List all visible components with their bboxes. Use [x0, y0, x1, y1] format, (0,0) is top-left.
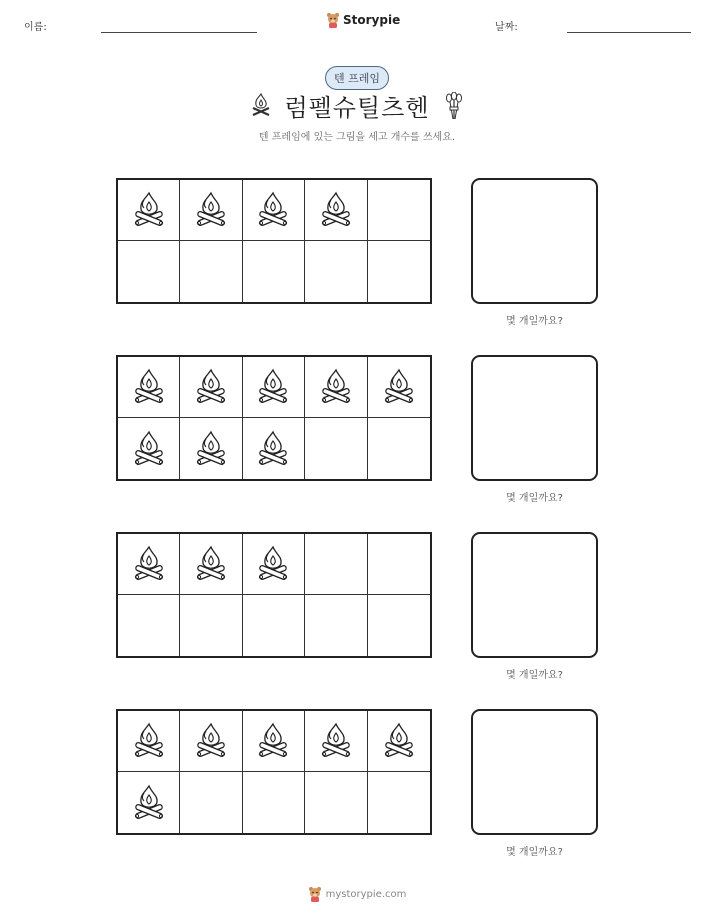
campfire-icon	[194, 429, 228, 469]
question-3: 몇 개일까요?	[506, 670, 563, 681]
ten-frame-4	[116, 709, 432, 835]
answer-box-2[interactable]	[471, 355, 598, 481]
name-label: 이름:	[24, 22, 47, 33]
frame-cell	[243, 772, 305, 833]
campfire-icon	[132, 544, 166, 584]
campfire-icon	[194, 367, 228, 407]
bear-mascot-icon	[326, 12, 340, 28]
campfire-icon	[194, 190, 228, 230]
campfire-icon	[194, 721, 228, 761]
frame-cell	[243, 241, 305, 302]
question-2: 몇 개일까요?	[506, 493, 563, 504]
ten-frame-2	[116, 355, 432, 481]
campfire-icon	[319, 721, 353, 761]
brand-logo	[326, 12, 400, 28]
campfire-icon	[132, 367, 166, 407]
frame-cell	[305, 595, 367, 656]
frame-cell	[243, 595, 305, 656]
campfire-icon	[319, 367, 353, 407]
frame-cell	[305, 418, 367, 479]
campfire-icon	[256, 721, 290, 761]
frame-cell	[118, 241, 180, 302]
frame-cell	[118, 711, 180, 772]
frame-cell	[180, 711, 242, 772]
campfire-icon	[132, 721, 166, 761]
bear-mascot-icon	[308, 886, 322, 902]
frame-cell	[305, 772, 367, 833]
frame-cell	[118, 180, 180, 241]
frame-cell	[243, 357, 305, 418]
campfire-icon	[256, 544, 290, 584]
frame-cell	[243, 418, 305, 479]
question-1: 몇 개일까요?	[506, 316, 563, 327]
campfire-icon	[132, 190, 166, 230]
frame-cell	[118, 595, 180, 656]
frame-cell	[118, 534, 180, 595]
campfire-icon	[256, 190, 290, 230]
instructions: 텐 프레임에 있는 그림을 세고 개수를 쓰세요.	[258, 132, 456, 143]
date-input-line[interactable]	[567, 32, 691, 33]
frame-cell	[180, 772, 242, 833]
frame-cell	[180, 357, 242, 418]
frame-cell	[118, 357, 180, 418]
frame-cell	[368, 357, 430, 418]
frame-cell	[180, 418, 242, 479]
name-input-line[interactable]	[101, 32, 257, 33]
frame-cell	[180, 180, 242, 241]
footer	[0, 886, 714, 902]
brand-name: Storypie	[343, 13, 401, 27]
frame-cell	[368, 711, 430, 772]
frame-cell	[243, 180, 305, 241]
frame-cell	[118, 418, 180, 479]
campfire-icon	[194, 544, 228, 584]
frame-cell	[305, 711, 367, 772]
answer-box-1[interactable]	[471, 178, 598, 304]
frame-cell	[305, 180, 367, 241]
campfire-icon	[382, 721, 416, 761]
answer-box-3[interactable]	[471, 532, 598, 658]
frame-cell	[305, 357, 367, 418]
ten-frame-1	[116, 178, 432, 304]
frame-cell	[118, 772, 180, 833]
frame-cell	[180, 595, 242, 656]
frame-cell	[368, 180, 430, 241]
frame-cell	[305, 534, 367, 595]
campfire-icon	[132, 783, 166, 823]
frame-cell	[243, 711, 305, 772]
wheat-bundle-icon	[443, 92, 465, 120]
campfire-icon	[256, 429, 290, 469]
answer-box-4[interactable]	[471, 709, 598, 835]
frame-cell	[368, 418, 430, 479]
campfire-icon	[319, 190, 353, 230]
footer-url: mystorypie.com	[325, 888, 407, 900]
frame-cell	[368, 772, 430, 833]
frame-cell	[180, 241, 242, 302]
page-title: 럼펠슈틸츠헨	[284, 94, 430, 122]
campfire-icon	[132, 429, 166, 469]
ten-frame-3	[116, 532, 432, 658]
frame-cell	[368, 241, 430, 302]
campfire-icon	[382, 367, 416, 407]
frame-cell	[368, 595, 430, 656]
frame-cell	[243, 534, 305, 595]
frame-cell	[305, 241, 367, 302]
date-label: 날짜:	[495, 22, 518, 33]
frame-cell	[180, 534, 242, 595]
question-4: 몇 개일까요?	[506, 847, 563, 858]
campfire-icon	[256, 367, 290, 407]
frame-cell	[368, 534, 430, 595]
ten-frame-badge: 텐 프레임	[325, 66, 389, 90]
